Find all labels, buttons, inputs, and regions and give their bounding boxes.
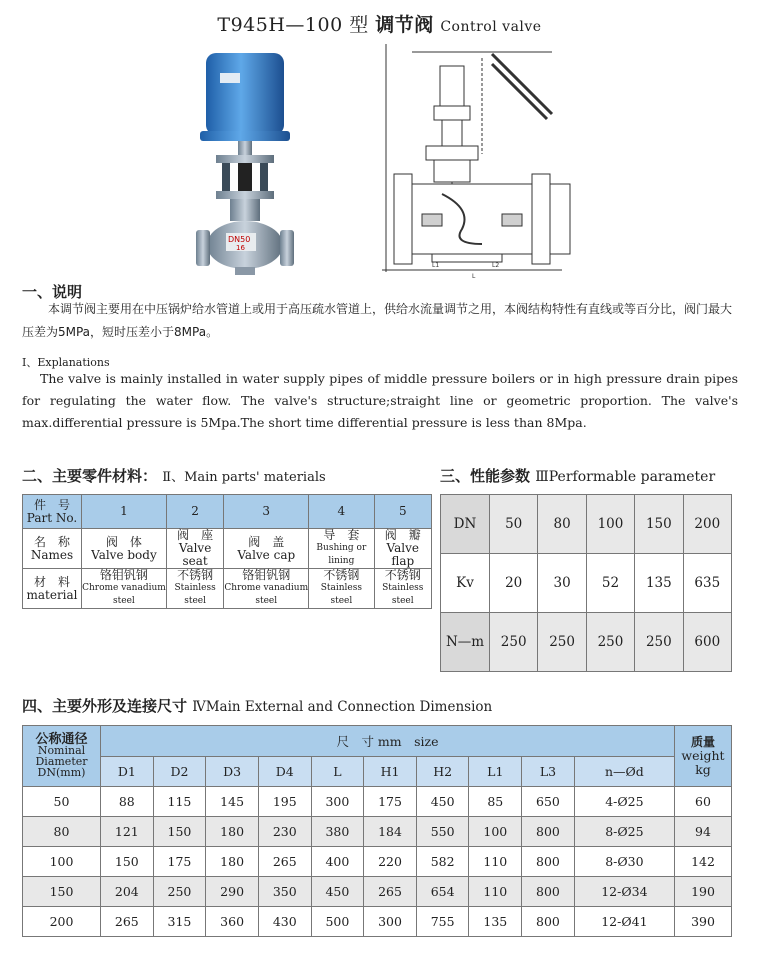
dim-cell-d4: 265: [258, 847, 311, 877]
dim-cell-dn: 80: [23, 817, 101, 847]
performance-table: [440, 494, 732, 672]
dim-cell-d4: 230: [258, 817, 311, 847]
dim-cell-l1: 110: [469, 877, 522, 907]
dim-cell-l3: 800: [522, 847, 575, 877]
table-row: [23, 907, 732, 937]
dim-cell-d2: 250: [153, 877, 206, 907]
dim-cell-weight: 390: [675, 907, 732, 937]
perf-label-kv: Kv: [441, 554, 490, 613]
row-label-material: 材 料 material: [23, 569, 82, 609]
dim-label-l2: L2: [492, 262, 500, 269]
dim-cell-d4: 195: [258, 787, 311, 817]
dim-cell-d2: 315: [153, 907, 206, 937]
table-row: [23, 817, 732, 847]
dim-cell-n-d: 4-Ø25: [574, 787, 674, 817]
perf-kv-3: 52: [586, 554, 634, 613]
body-marking: DN50: [228, 235, 251, 244]
table-row: [441, 495, 732, 554]
dim-cell-l: 500: [311, 907, 364, 937]
perf-nm-5: 600: [683, 613, 731, 672]
dim-cell-weight: 94: [675, 817, 732, 847]
table-header-row: [23, 726, 732, 757]
dim-cell-l: 380: [311, 817, 364, 847]
performance-heading-cn: 三、性能参数: [440, 467, 531, 485]
row-label-names: 名 称 Names: [23, 529, 82, 569]
col-header-l: L: [311, 757, 364, 787]
dim-cell-d3: 180: [206, 847, 259, 877]
dim-cell-h2: 755: [416, 907, 469, 937]
col-header-nominal-diameter: 公称通径 Nominal Diameter DN(mm): [23, 726, 101, 787]
dim-cell-l3: 800: [522, 877, 575, 907]
col-header-h2: H2: [416, 757, 469, 787]
table-header-row: [23, 757, 732, 787]
table-row: [23, 877, 732, 907]
dim-cell-h1: 184: [364, 817, 417, 847]
perf-nm-1: 250: [490, 613, 538, 672]
dim-cell-d4: 350: [258, 877, 311, 907]
parts-heading-en: Ⅱ、Main parts' materials: [162, 470, 326, 485]
valve-cross-section-drawing: [382, 44, 582, 280]
section-performance-heading: [440, 465, 715, 486]
part-no-4: 4: [309, 495, 374, 529]
dim-cell-l: 450: [311, 877, 364, 907]
perf-nm-2: 250: [538, 613, 586, 672]
dim-cell-weight: 60: [675, 787, 732, 817]
dim-cell-h2: 654: [416, 877, 469, 907]
dimensions-heading-en: ⅣMain External and Connection Dimension: [192, 699, 493, 715]
table-row: [23, 569, 432, 609]
perf-dn-1: 50: [490, 495, 538, 554]
dim-cell-d1: 204: [101, 877, 154, 907]
model-number: T945H—100 型: [217, 14, 369, 36]
perf-dn-4: 150: [635, 495, 683, 554]
product-name-cn: 调节阀: [375, 14, 434, 36]
explanations-paragraph-cn: 本调节阀主要用在中压锅炉给水管道上或用于高压疏水管道上，供给水流量调节之用，本阀结构特性有直线或等百分比，阀门最大压差为5MPa，短时压差小于8MPa。: [22, 302, 733, 339]
dim-cell-n-d: 12-Ø41: [574, 907, 674, 937]
dim-label-l1: L1: [432, 262, 440, 269]
dim-label-l: L: [472, 273, 476, 280]
dim-cell-h1: 300: [364, 907, 417, 937]
dim-cell-l3: 800: [522, 907, 575, 937]
dim-cell-h2: 582: [416, 847, 469, 877]
table-row: [23, 787, 732, 817]
dim-cell-n-d: 8-Ø30: [574, 847, 674, 877]
dim-cell-d3: 360: [206, 907, 259, 937]
part-no-1: 1: [82, 495, 167, 529]
part-name-2: 阀 座 Valve seat: [166, 529, 223, 569]
dim-cell-l: 300: [311, 787, 364, 817]
part-no-2: 2: [166, 495, 223, 529]
dim-cell-weight: 190: [675, 877, 732, 907]
dim-cell-dn: 100: [23, 847, 101, 877]
col-header-h1: H1: [364, 757, 417, 787]
dim-cell-n-d: 8-Ø25: [574, 817, 674, 847]
dim-cell-d2: 150: [153, 817, 206, 847]
section-explanations-heading-cn: 一、说明: [22, 283, 83, 301]
dim-cell-l3: 650: [522, 787, 575, 817]
dim-cell-h2: 450: [416, 787, 469, 817]
perf-nm-3: 250: [586, 613, 634, 672]
part-material-4: 不锈钢 Stainless steel: [309, 569, 374, 609]
dim-cell-l3: 800: [522, 817, 575, 847]
perf-kv-5: 635: [683, 554, 731, 613]
section-explanations-heading-en: I、Explanations: [22, 356, 110, 369]
table-row: [23, 529, 432, 569]
product-name-en: Control valve: [440, 19, 542, 35]
part-name-4: 导 套 Bushing or lining: [309, 529, 374, 569]
perf-kv-4: 135: [635, 554, 683, 613]
part-material-3: 铬钼钒钢 Chrome vanadium steel: [224, 569, 309, 609]
page-title: [0, 10, 759, 37]
table-row: [23, 847, 732, 877]
body-marking-2: 16: [236, 244, 245, 252]
col-header-n-d: n—Ød: [574, 757, 674, 787]
perf-kv-1: 20: [490, 554, 538, 613]
row-label-part-no: 件 号 Part No.: [23, 495, 82, 529]
dim-cell-d3: 290: [206, 877, 259, 907]
col-header-d2: D2: [153, 757, 206, 787]
col-header-l3: L3: [522, 757, 575, 787]
part-material-5: 不锈钢 Stainless steel: [374, 569, 431, 609]
perf-dn-3: 100: [586, 495, 634, 554]
parts-materials-table: [22, 494, 432, 609]
dim-cell-d1: 150: [101, 847, 154, 877]
section-dimensions-heading: [22, 695, 492, 716]
col-header-weight: 质量 weight kg: [675, 726, 732, 787]
dim-cell-d3: 180: [206, 817, 259, 847]
table-row: [441, 554, 732, 613]
dim-cell-n-d: 12-Ø34: [574, 877, 674, 907]
dim-cell-dn: 150: [23, 877, 101, 907]
part-no-3: 3: [224, 495, 309, 529]
part-name-3: 阀 盖 Valve cap: [224, 529, 309, 569]
dimensions-table: [22, 725, 732, 937]
dim-cell-d1: 265: [101, 907, 154, 937]
dim-cell-d2: 115: [153, 787, 206, 817]
perf-dn-5: 200: [683, 495, 731, 554]
col-header-l1: L1: [469, 757, 522, 787]
part-name-1: 阀 体 Valve body: [82, 529, 167, 569]
dim-cell-dn: 50: [23, 787, 101, 817]
part-no-5: 5: [374, 495, 431, 529]
dim-cell-d1: 121: [101, 817, 154, 847]
dimensions-heading-cn: 四、主要外形及连接尺寸: [22, 697, 188, 715]
performance-heading-en: ⅢPerformable parameter: [535, 469, 716, 485]
dim-cell-dn: 200: [23, 907, 101, 937]
dim-cell-d2: 175: [153, 847, 206, 877]
dim-cell-d4: 430: [258, 907, 311, 937]
part-material-2: 不锈钢 Stainless steel: [166, 569, 223, 609]
dim-cell-weight: 142: [675, 847, 732, 877]
table-row: [23, 495, 432, 529]
dim-cell-h1: 220: [364, 847, 417, 877]
perf-label-dn: DN: [441, 495, 490, 554]
col-header-d3: D3: [206, 757, 259, 787]
dim-cell-d1: 88: [101, 787, 154, 817]
explanations-paragraph-en: The valve is mainly installed in water supply pipes of middle pressure boilers or in high pressure drain pipes for regulating the water flow. The valve's structure;straight line or geometric proportion. The valve's max.differential pressure is 5Mpa.The short time differential pressure is less than 8Mpa.: [22, 371, 738, 430]
col-header-size: 尺 寸 mm size: [101, 726, 675, 757]
col-header-d4: D4: [258, 757, 311, 787]
dim-cell-l1: 135: [469, 907, 522, 937]
perf-nm-4: 250: [635, 613, 683, 672]
section-parts-heading: [22, 465, 326, 486]
dim-cell-h2: 550: [416, 817, 469, 847]
dim-cell-l1: 85: [469, 787, 522, 817]
parts-heading-cn: 二、主要零件材料：: [22, 467, 158, 485]
table-row: [441, 613, 732, 672]
col-header-d1: D1: [101, 757, 154, 787]
dim-cell-d3: 145: [206, 787, 259, 817]
perf-dn-2: 80: [538, 495, 586, 554]
dim-cell-h1: 175: [364, 787, 417, 817]
dim-cell-l1: 110: [469, 847, 522, 877]
perf-label-nm: N—m: [441, 613, 490, 672]
dim-cell-h1: 265: [364, 877, 417, 907]
dim-cell-l: 400: [311, 847, 364, 877]
part-material-1: 铬钼钒钢 Chrome vanadium steel: [82, 569, 167, 609]
part-name-5: 阀 瓣 Valve flap: [374, 529, 431, 569]
dim-cell-l1: 100: [469, 817, 522, 847]
perf-kv-2: 30: [538, 554, 586, 613]
electric-control-valve-photo: [190, 45, 300, 275]
